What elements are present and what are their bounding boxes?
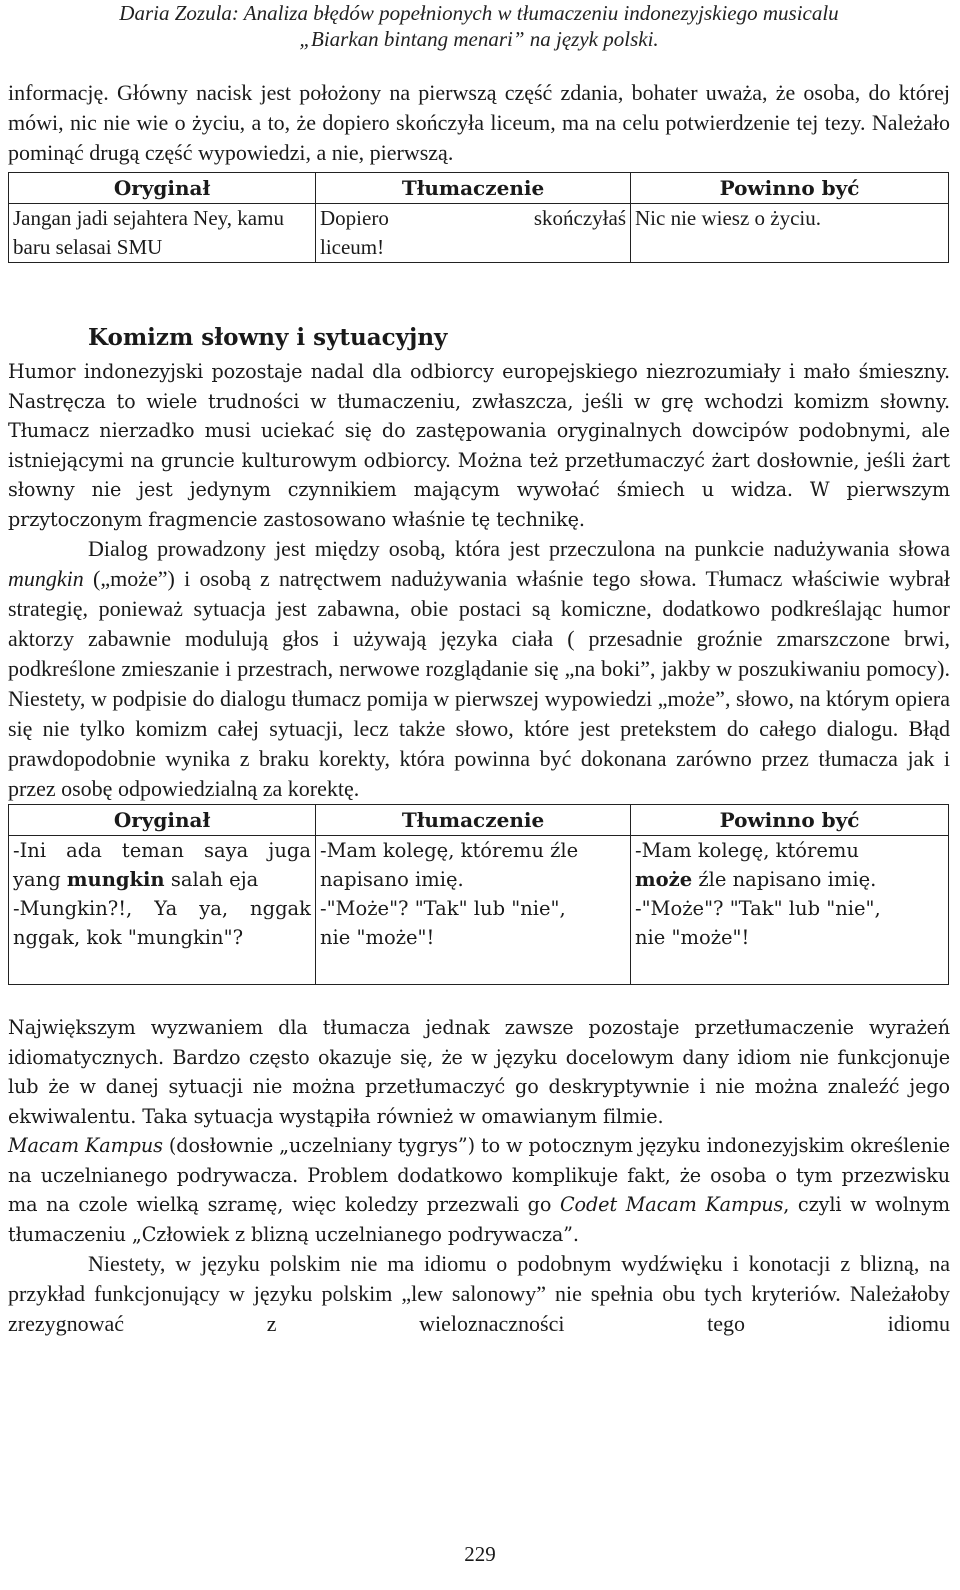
italic-term-codet-macam-kampus: Codet Macam Kampus: [559, 1193, 784, 1216]
bold-term-moze: może: [635, 868, 693, 891]
column-header-original: Oryginał: [9, 173, 316, 204]
cell-translation-line1: Dopiero skończyłaś: [320, 206, 626, 230]
translation-table-2: [8, 804, 949, 985]
cell-translation-line2: liceum!: [320, 235, 385, 259]
paragraph-dialog: [8, 534, 950, 804]
column-header-should-be: Powinno być: [631, 173, 949, 204]
column-header-original: Oryginał: [9, 805, 316, 836]
cell-should-be-line1: -Mam kolegę, któremu: [635, 839, 859, 862]
column-header-translation: Tłumaczenie: [316, 805, 631, 836]
running-header-line2: „Biarkan bintang menari” na język polski.: [299, 27, 659, 51]
italic-term-mungkin: mungkin: [8, 566, 84, 591]
cell-original: [9, 836, 316, 985]
cell-original-line2-post: salah eja: [164, 868, 259, 891]
paragraph-dialog-text1: Dialog prowadzony jest między osobą, która jest przeczulona na punkcie nadużywania słowa: [88, 536, 950, 561]
cell-original-line1: -Ini ada teman saya juga: [13, 839, 311, 862]
translation-table-1: [8, 172, 949, 263]
running-header: [8, 0, 950, 52]
table-row: [9, 836, 949, 985]
table-header-row: [9, 173, 949, 204]
cell-should-be: [631, 836, 949, 985]
cell-should-be-line2: [635, 865, 944, 894]
paragraph-macam-text2: , czyli w wolnym tłumaczeniu „Człowiek z blizną uczelnianego podrywacza”.: [8, 1193, 950, 1246]
column-header-should-be: Powinno być: [631, 805, 949, 836]
paragraph-idioms: Największym wyzwaniem dla tłumacza jednak zawsze pozostaje przetłumaczenie wyrażeń idiomatycznych. Bardzo często okazuje się, że w języku docelowym dany idiom nie funkcjonuje lub że w danej sytuacji nie można przetłumaczyć go deskryptywnie i nie można znaleźć jego ekwiwalentu. Taka sytuacja wystąpiła również w omawianym filmie.: [8, 1016, 950, 1128]
paragraph-dialog-text2: („może”) i osobą z natręctwem nadużywania właśnie tego słowa. Tłumacz właściwie wybrał strategię, ponieważ sytuacja jest zabawna, obie postaci są komiczne, dodatkowo podkreślając humor aktorzy zabawnie modulują głos i używają języka ciała ( przesadnie groźnie zmarszczone brwi, podkreślone zmieszanie i przestrach, nerwowe rozglądanie się „na boki”, jakby w poszukiwaniu pomocy). Niestety, w podpisie do dialogu tłumacz pomija w pierwszej wypowiedzi „może”, słowo, na którym opiera się nie tylko komizm całej sytuacji, lecz także słowo, które jest pretekstem do całego dialogu. Błąd prawdopodobnie wynika z braku korekty, która powinna być dokonana zarówno przez tłumacza jak i przez osobę odpowiedzialną za korektę.: [8, 566, 950, 801]
table-row: [9, 204, 949, 263]
paragraph-last: Niestety, w języku polskim nie ma idiomu o podobnym wydźwięku i konotacji z blizną, na przykład funkcjonujący w języku polskim „lew salonowy” nie spełnia obu tych kryteriów. Należałoby zrezygnować z wieloznaczności tego idiomu: [8, 1251, 950, 1336]
cell-should-be-line4: nie "może"!: [635, 926, 750, 949]
paragraph-macam-kampus: [8, 1131, 950, 1249]
paragraph-macam-text1: (dosłownie „uczelniany tygrys”) to w potocznym języku indonezyjskim określenie na uczelnianego podrywacza. Problem dodatkowo komplikuje fakt, że osoba o tym przezwisku ma na czole wielką szramę, więc koledzy przezwali go: [8, 1134, 951, 1216]
cell-translation: [316, 836, 631, 985]
cell-should-be: Nic nie wiesz o życiu.: [631, 204, 949, 263]
cell-original-line4: nggak, kok "mungkin"?: [13, 926, 244, 949]
cell-translation-line2: napisano imię.: [320, 868, 464, 891]
cell-translation-line3: -"Może"? "Tak" lub "nie",: [320, 897, 566, 920]
cell-translation-line1: -Mam kolegę, któremu źle: [320, 839, 579, 862]
paragraph-humor: Humor indonezyjski pozostaje nadal dla odbiorcy europejskiego niezrozumiały i mało śmieszny. Nastręcza to wiele trudności w tłumaczeniu, zwłaszcza, jeśli w grę wchodzi komizm słowny. Tłumacz nierzadko musi uciekać się do zastępowania oryginalnych dowcipów podobnymi, ale istniejącymi na gruncie kulturowym odbiorcy. Można też przetłumaczyć żart dosłownie, jeśli żart słowny nie jest jedynym czynnikiem mającym wywołać śmiech u widza. W pierwszym przytoczonym fragmencie zastosowano właśnie tę technikę.: [8, 360, 950, 531]
cell-original-line2-pre: yang: [13, 868, 67, 891]
cell-translation: [316, 204, 631, 263]
intro-paragraph: informację. Główny nacisk jest położony na pierwszą część zdania, bohater uważa, że osoba, do której mówi, nic nie wie o życiu, a to, że dopiero skończyła liceum, ma na celu potwierdzenie tej tezy. Należało pominąć drugą część wypowiedzi, a nie, pierwszą.: [8, 80, 950, 165]
document-page: [8, 0, 950, 1339]
bold-term-mungkin: mungkin: [66, 868, 165, 891]
cell-translation-line4: nie "może"!: [320, 926, 435, 949]
cell-should-be-line3: -"Może"? "Tak" lub "nie",: [635, 897, 881, 920]
cell-original: Jangan jadi sejahtera Ney, kamu baru selasai SMU: [9, 204, 316, 263]
running-header-line1: Daria Zozula: Analiza błędów popełnionych w tłumaczeniu indonezyjskiego musicalu: [119, 1, 839, 25]
column-header-translation: Tłumaczenie: [316, 173, 631, 204]
cell-should-be-line2-post: źle napisano imię.: [692, 868, 877, 891]
cell-original-line3: -Mungkin?!, Ya ya, nggak: [13, 897, 311, 920]
section-heading: Komizm słowny i sytuacyjny: [88, 324, 448, 351]
italic-term-macam-kampus: Macam Kampus: [8, 1134, 163, 1157]
cell-original-line2: [13, 865, 311, 894]
page-number: 229: [464, 1542, 496, 1566]
table-header-row: [9, 805, 949, 836]
